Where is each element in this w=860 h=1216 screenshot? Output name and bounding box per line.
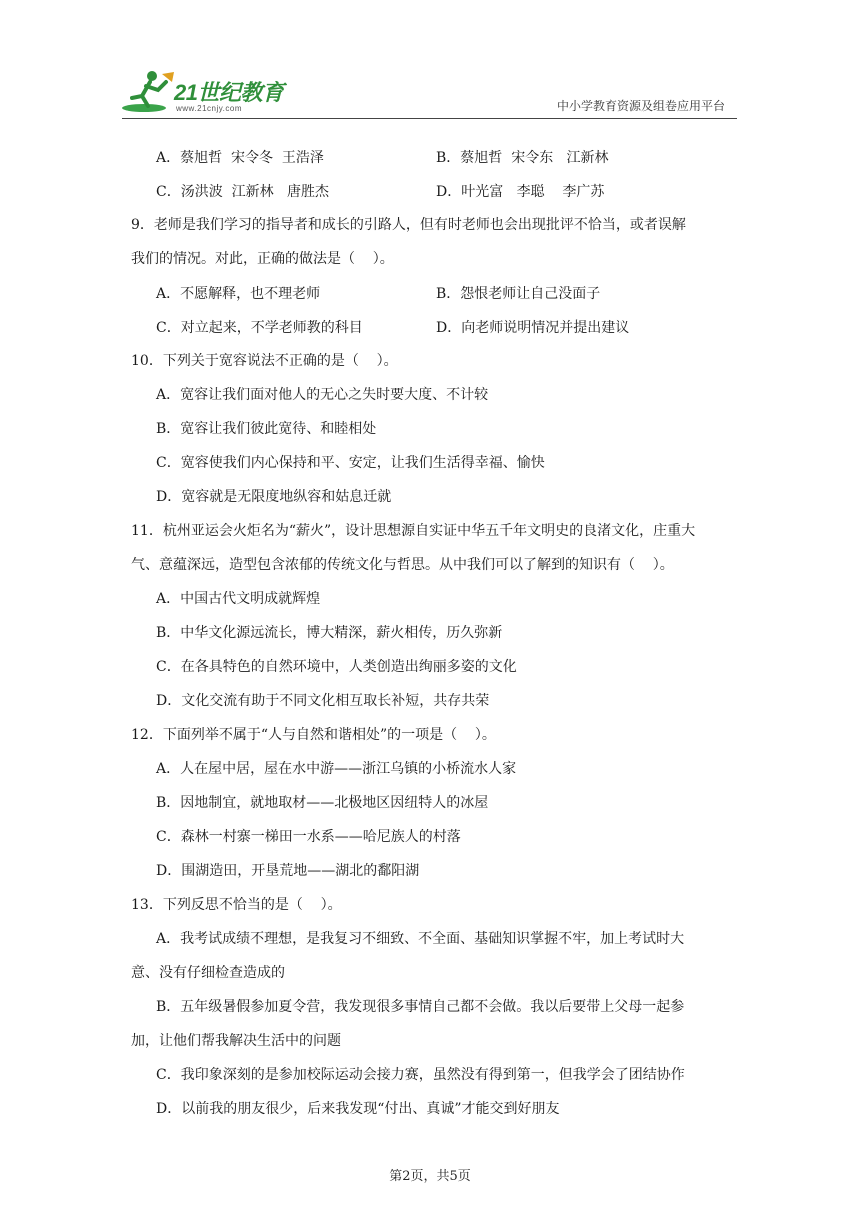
q8-option-d: D．叶光富 李聪 李广苏 [436, 184, 605, 200]
q12-option-b: B．因地制宜，就地取材——北极地区因纽特人的冰屋 [156, 795, 489, 811]
logo-text: 21世纪教育 [174, 80, 284, 105]
q11-option-a: A．中国古代文明成就辉煌 [156, 591, 321, 607]
q10-option-c: C．宽容使我们内心保持和平、安定，让我们生活得幸福、愉快 [156, 455, 545, 471]
runner-icon [122, 68, 178, 118]
q10-option-d: D．宽容就是无限度地纵容和姑息迁就 [156, 489, 392, 505]
q13-option-a-line-1: A．我考试成绩不理想，是我复习不细致、不全面、基础知识掌握不牢，加上考试时大 [156, 931, 685, 947]
q13-option-b-line-2: 加，让他们帮我解决生活中的问题 [131, 1033, 341, 1049]
q9-stem-line-2: 我们的情况。对此，正确的做法是（ ）。 [131, 251, 394, 267]
q12-stem: 12．下面列举不属于“人与自然和谐相处”的一项是（ ）。 [131, 727, 496, 743]
header-divider [122, 118, 737, 119]
q10-option-b: B．宽容让我们彼此宽待、和睦相处 [156, 421, 377, 437]
q8-options-row-2 [131, 174, 741, 208]
q8-option-a: A．蔡旭哲 宋令冬 王浩泽 [156, 150, 324, 166]
q11-stem-line-2: 气、意蕴深远，造型包含浓郁的传统文化与哲思。从中我们可以了解到的知识有（ ）。 [131, 557, 674, 573]
q9-stem-line-1: 9．老师是我们学习的指导者和成长的引路人，但有时老师也会出现批评不恰当，或者误解 [131, 217, 686, 233]
q8-option-c: C．汤洪波 江新林 唐胜杰 [156, 184, 329, 200]
q12-option-a: A．人在屋中居，屋在水中游——浙江乌镇的小桥流水人家 [156, 761, 517, 777]
q12-option-c: C．森林一村寨一梯田一水系——哈尼族人的村落 [156, 829, 461, 845]
page-number: 第2页，共5页 [389, 1169, 471, 1184]
q8-options-row-1 [131, 140, 741, 174]
q10-option-a: A．宽容让我们面对他人的无心之失时要大度、不计较 [156, 387, 489, 403]
platform-name: 中小学教育资源及组卷应用平台 [556, 99, 725, 113]
page-header [0, 0, 860, 125]
q9-option-d: D．向老师说明情况并提出建议 [436, 320, 630, 336]
question-content [131, 140, 741, 1126]
q9-options-row-2 [131, 310, 741, 344]
q13-option-c: C．我印象深刻的是参加校际运动会接力赛，虽然没有得到第一，但我学会了团结协作 [156, 1067, 685, 1083]
logo [122, 68, 292, 118]
q11-option-b: B．中华文化源远流长，博大精深，薪火相传，历久弥新 [156, 625, 503, 641]
q13-option-b-line-1: B．五年级暑假参加夏令营，我发现很多事情自己都不会做。我以后要带上父母一起参 [156, 999, 685, 1015]
q11-option-d: D．文化交流有助于不同文化相互取长补短，共存共荣 [156, 693, 490, 709]
q9-options-row-1 [131, 276, 741, 310]
q11-option-c: C．在各具特色的自然环境中，人类创造出绚丽多姿的文化 [156, 659, 517, 675]
logo-url: www.21cnjy.com [176, 104, 242, 113]
q9-option-a: A．不愿解释，也不理老师 [156, 286, 321, 302]
q9-option-c: C．对立起来，不学老师教的科目 [156, 320, 363, 336]
q12-option-d: D．围湖造田，开垦荒地——湖北的鄱阳湖 [156, 863, 420, 879]
q13-option-d: D．以前我的朋友很少，后来我发现“付出、真诚”才能交到好朋友 [156, 1101, 560, 1117]
q13-stem: 13．下列反思不恰当的是（ ）。 [131, 897, 342, 913]
q10-stem: 10．下列关于宽容说法不正确的是（ ）。 [131, 353, 398, 369]
q13-option-a-line-2: 意、没有仔细检查造成的 [131, 965, 285, 981]
q8-option-b: B．蔡旭哲 宋令东 江新林 [436, 150, 609, 166]
q11-stem-line-1: 11．杭州亚运会火炬名为“薪火”，设计思想源自实证中华五千年文明史的良渚文化，庄重大 [131, 523, 696, 539]
q9-option-b: B．怨恨老师让自己没面子 [436, 286, 601, 302]
